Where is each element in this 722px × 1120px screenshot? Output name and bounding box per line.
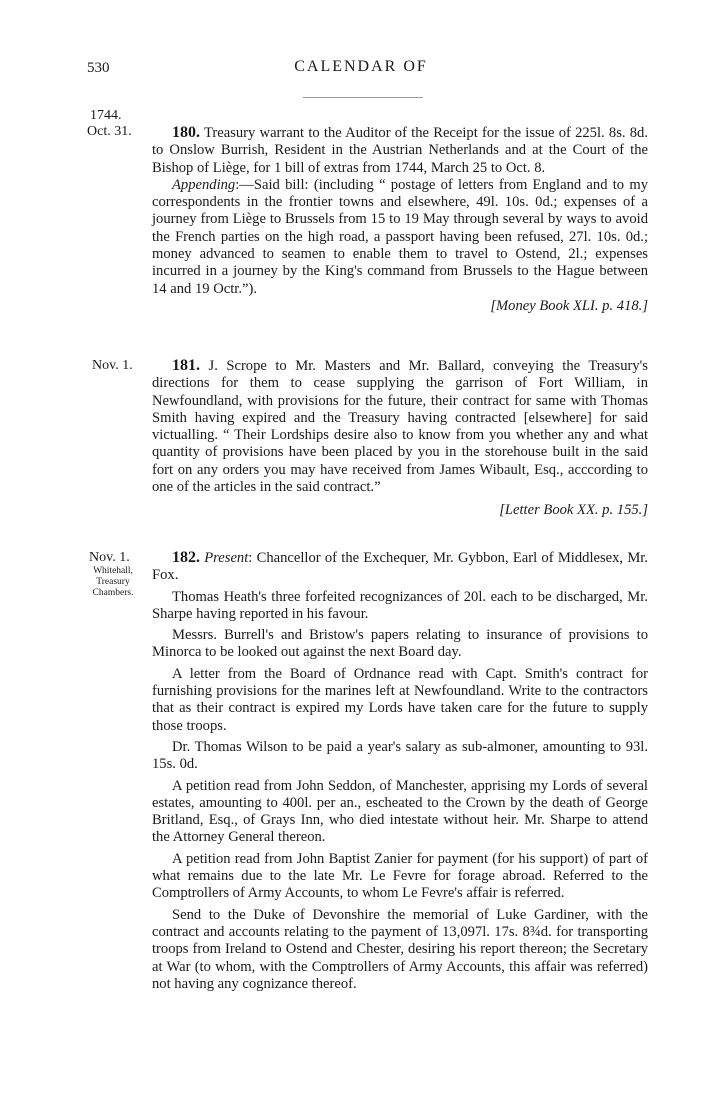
entry-body	[152, 549, 648, 993]
minute-paragraph: A petition read from John Seddon, of Manchester, apprising my Lords of several estates, amounting to 400l. per an., escheated to the Crown by the death of George Britland, Esq., of Grays Inn, who died intestate without heir. Mr. Sharpe to attend the Attorney General thereon.	[152, 777, 648, 846]
minute-paragraph: A letter from the Board of Ordnance read with Capt. Smith's contract for furnishing provisions for the marines left at Newfoundland. Write to the contractors that as their contract is expired my Lords have taken care for the future to supply those troops.	[152, 665, 648, 734]
entry-text: Treasury warrant to the Auditor of the Receipt for the issue of 225l. 8s. 8d. to Onslow Burrish, Resident in the Austrian Netherlands and at the Court of the Bishop of Liège, for 1 bill of extras from 1744, March 25 to Oct. 8.	[152, 125, 648, 176]
entry-place-line: Whitehall,	[93, 566, 133, 576]
entry-body	[152, 124, 648, 315]
present-label: Present	[204, 550, 249, 566]
entry-reference: [Money Book XLI. p. 418.]	[490, 297, 648, 314]
appending-text: :—Said bill: (including “ postage of letters from England and to my correspondents in the frontier towns and elsewhere, 49l. 10s. 0d.; expenses of a journey from Liège to Brussels from 15 to 19 May through several by ways to avoid the French parties on the high road, a passport having been refused, 27l. 10s. 0d.; money advanced to seamen to enable them to travel to Ostend, 2l.; expenses incurred in a journey by the King's command from Brussels to the Hague between 14 and 19 Octr.”).	[152, 176, 648, 297]
entry-place-line: Treasury	[96, 577, 130, 587]
minute-paragraph: Dr. Thomas Wilson to be paid a year's salary as sub-almoner, amounting to 93l. 15s. 0d.	[152, 738, 648, 773]
page-number: 530	[87, 60, 110, 76]
entry-margin-date	[87, 108, 142, 140]
entry-text: J. Scrope to Mr. Masters and Mr. Ballard, conveying the Treasury's directions for them to cease supplying the garrison of Fort William, in Newfoundland, with provisions for the future, their contract for same with Thomas Smith having expired and the Treasury having contracted [elsewhere] for said victualling. “ Their Lordships desire also to know from you whether any and what quantity of provisions have been placed by you in the storehouse built in the said fort on any orders you may have received from James Wibault, Esq., acccording to one of the articles in the said contract.”	[152, 358, 648, 496]
entry-body	[152, 357, 648, 520]
header-rule	[303, 97, 423, 98]
minute-paragraph: A petition read from John Baptist Zanier for payment (for his support) of part of what remains due to the late Mr. Le Fevre for forage abroad. Referred to the Comptrollers of Army Accounts, to whom Le Fevre's affair is referred.	[152, 850, 648, 902]
entry-date: Nov. 1.	[89, 550, 130, 565]
entry-year: 1744.	[90, 108, 122, 123]
entry-margin-date	[87, 550, 142, 599]
entry-number: 182.	[172, 549, 200, 566]
entry-number: 180.	[172, 124, 200, 141]
running-title: CALENDAR OF	[294, 58, 428, 75]
minute-paragraph: Thomas Heath's three forfeited recognizances of 20l. each to be discharged, Mr. Sharpe having reported in his favour.	[152, 588, 648, 622]
appending-label: Appending	[172, 176, 236, 193]
entry-margin-date	[87, 358, 142, 374]
entry-date: Oct. 31.	[87, 124, 132, 139]
minute-paragraph: Send to the Duke of Devonshire the memorial of Luke Gardiner, with the contract and accounts relating to the payment of 13,097l. 17s. 8¾d. for transporting troops from Ireland to Ostend and Chester, desiring his report thereon; the Secretary at War (to whom, with the Comptrollers of Army Accounts, this affair was referred) not having any cognizance thereof.	[152, 906, 648, 992]
entry-reference: [Letter Book XX. p. 155.]	[499, 502, 648, 519]
entry-place-line: Chambers.	[92, 588, 134, 598]
entry-number: 181.	[172, 357, 200, 374]
minute-paragraph: Messrs. Burrell's and Bristow's papers relating to insurance of provisions to Minorca to be looked out against the next Board day.	[152, 627, 648, 661]
present-text: : Chancellor of the Exchequer, Mr. Gybbon, Earl of Middlesex, Mr. Fox.	[152, 550, 648, 584]
page-header	[0, 58, 722, 82]
entry-date: Nov. 1.	[92, 358, 133, 373]
